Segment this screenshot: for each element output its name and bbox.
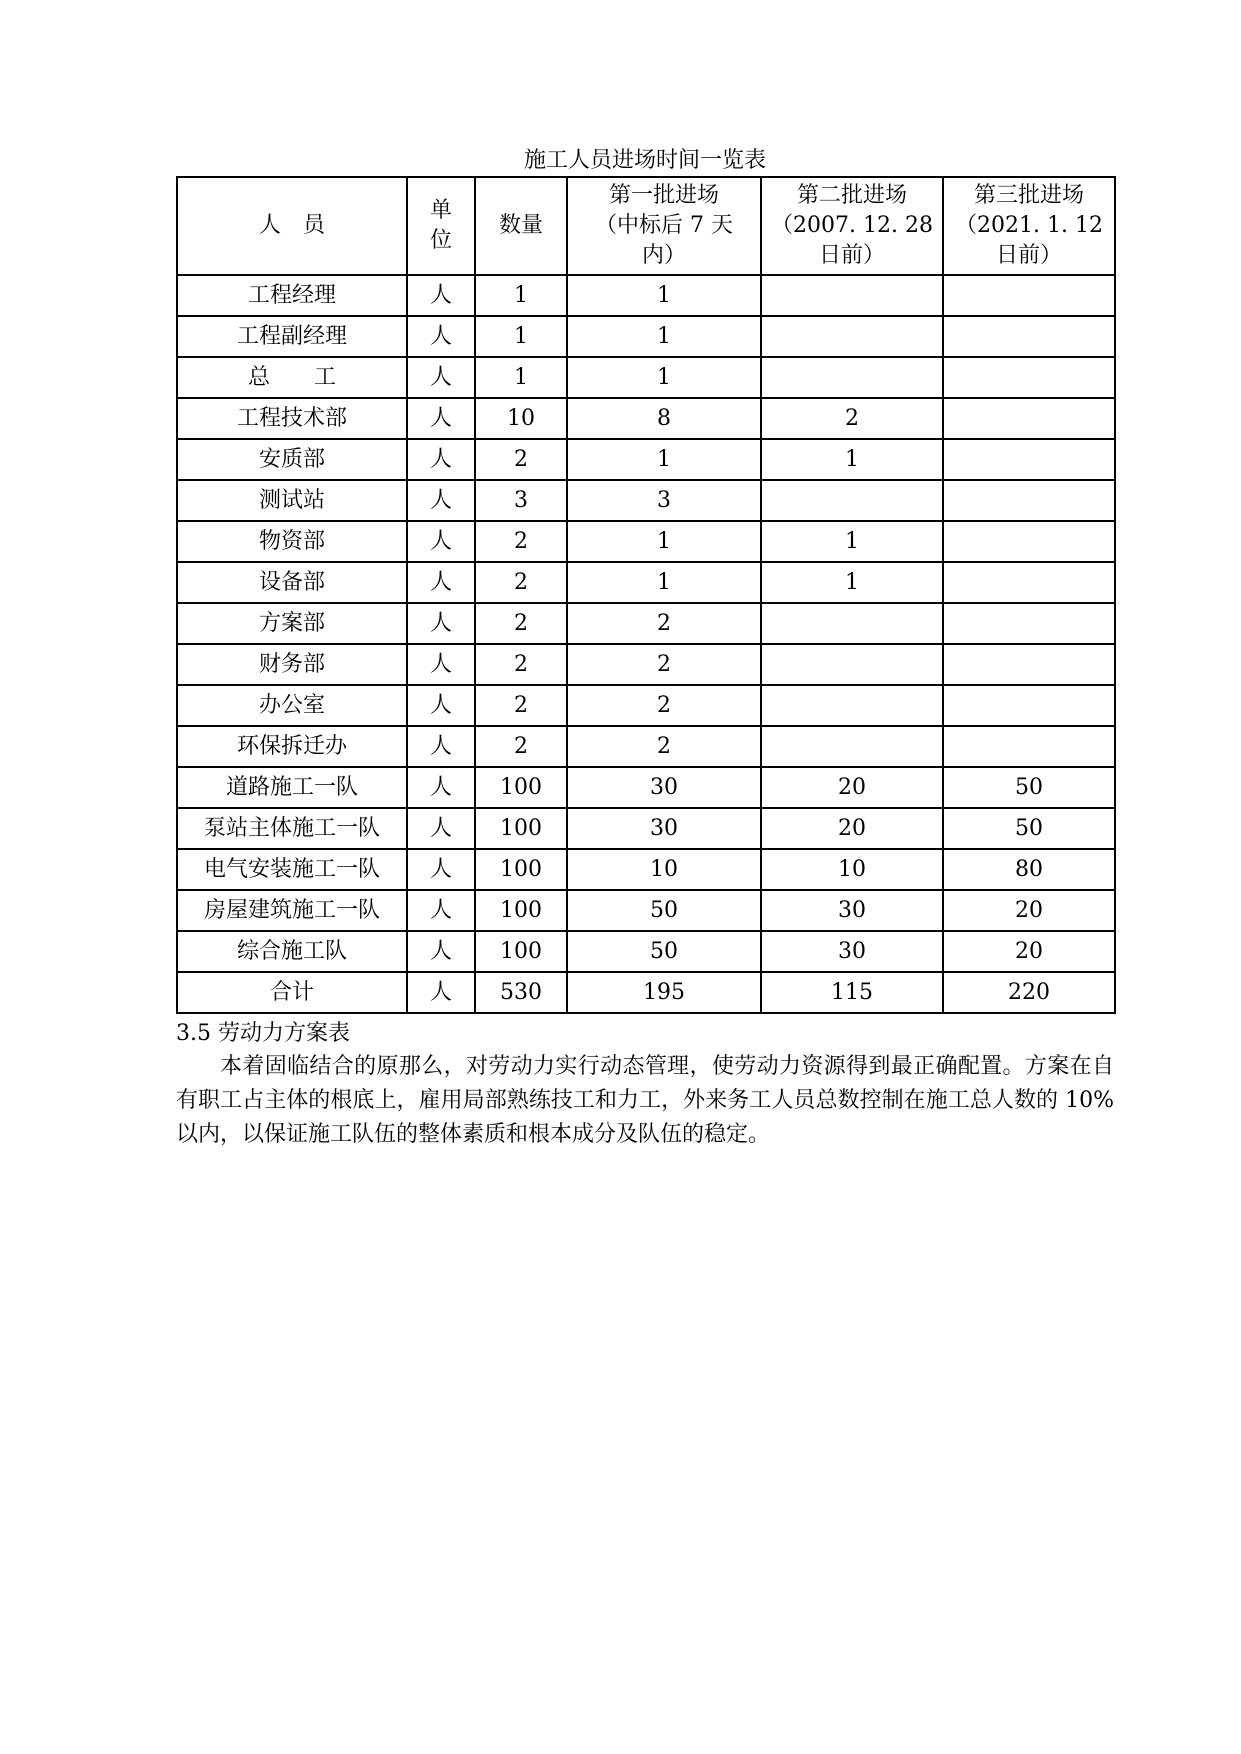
cell-batch-1: 2 — [567, 603, 761, 644]
cell-personnel: 合计 — [177, 972, 407, 1013]
cell-quantity: 530 — [475, 972, 567, 1013]
body-paragraph: 本着固临结合的原那么，对劳动力实行动态管理，使劳动力资源得到最正确配置。方案在自有职工占主体的根底上，雇用局部熟练技工和力工，外来务工人员总数控制在施工总人数的 10%以内，以保证施工队伍的整体素质和根本成分及队伍的稳定。 — [176, 1054, 1114, 1147]
cell-batch-3: 220 — [943, 972, 1115, 1013]
cell-batch-2 — [761, 726, 943, 767]
cell-batch-1: 2 — [567, 685, 761, 726]
cell-personnel: 财务部 — [177, 644, 407, 685]
table-row — [177, 316, 1115, 357]
cell-batch-1: 1 — [567, 439, 761, 480]
table-row — [177, 808, 1115, 849]
table-row — [177, 480, 1115, 521]
cell-quantity: 100 — [475, 849, 567, 890]
cell-personnel: 工程副经理 — [177, 316, 407, 357]
table-row — [177, 603, 1115, 644]
cell-unit: 人 — [407, 726, 475, 767]
cell-personnel: 房屋建筑施工一队 — [177, 890, 407, 931]
cell-batch-1: 195 — [567, 972, 761, 1013]
cell-batch-2: 2 — [761, 398, 943, 439]
cell-batch-2: 30 — [761, 931, 943, 972]
cell-quantity: 2 — [475, 726, 567, 767]
cell-unit: 人 — [407, 439, 475, 480]
cell-batch-2: 1 — [761, 562, 943, 603]
cell-batch-2 — [761, 316, 943, 357]
cell-batch-3: 20 — [943, 931, 1115, 972]
cell-quantity: 2 — [475, 521, 567, 562]
personnel-schedule-table — [176, 176, 1116, 1014]
cell-unit: 人 — [407, 972, 475, 1013]
cell-batch-2 — [761, 480, 943, 521]
cell-batch-3 — [943, 685, 1115, 726]
cell-batch-3 — [943, 439, 1115, 480]
table-body — [177, 275, 1115, 1013]
cell-personnel: 工程经理 — [177, 275, 407, 316]
cell-unit: 人 — [407, 849, 475, 890]
cell-unit: 人 — [407, 480, 475, 521]
cell-personnel: 方案部 — [177, 603, 407, 644]
cell-batch-3 — [943, 398, 1115, 439]
table-row — [177, 685, 1115, 726]
cell-quantity: 1 — [475, 357, 567, 398]
cell-unit: 人 — [407, 316, 475, 357]
table-row — [177, 562, 1115, 603]
table-row — [177, 439, 1115, 480]
cell-quantity: 100 — [475, 931, 567, 972]
cell-batch-1: 1 — [567, 562, 761, 603]
cell-unit: 人 — [407, 275, 475, 316]
table-caption: 施工人员进场时间一览表 — [523, 148, 766, 173]
cell-unit: 人 — [407, 357, 475, 398]
cell-batch-2 — [761, 685, 943, 726]
cell-unit: 人 — [407, 521, 475, 562]
cell-personnel: 设备部 — [177, 562, 407, 603]
cell-batch-2 — [761, 275, 943, 316]
table-row — [177, 398, 1115, 439]
table-row — [177, 890, 1115, 931]
cell-personnel: 泵站主体施工一队 — [177, 808, 407, 849]
cell-personnel: 办公室 — [177, 685, 407, 726]
cell-personnel: 安质部 — [177, 439, 407, 480]
cell-batch-3: 50 — [943, 767, 1115, 808]
cell-batch-3 — [943, 275, 1115, 316]
table-row — [177, 726, 1115, 767]
table-row — [177, 644, 1115, 685]
cell-batch-3 — [943, 357, 1115, 398]
cell-batch-2 — [761, 644, 943, 685]
cell-personnel: 综合施工队 — [177, 931, 407, 972]
cell-personnel: 测试站 — [177, 480, 407, 521]
cell-batch-1: 1 — [567, 275, 761, 316]
cell-batch-3: 50 — [943, 808, 1115, 849]
cell-unit: 人 — [407, 890, 475, 931]
cell-batch-1: 2 — [567, 644, 761, 685]
cell-unit: 人 — [407, 603, 475, 644]
cell-personnel: 电气安装施工一队 — [177, 849, 407, 890]
cell-personnel: 工程技术部 — [177, 398, 407, 439]
header-batch-3: 第三批进场 （2021. 1. 12 日前） — [943, 177, 1115, 275]
header-batch-2: 第二批进场 （2007. 12. 28 日前） — [761, 177, 943, 275]
header-quantity: 数量 — [475, 177, 567, 275]
cell-personnel: 总 工 — [177, 357, 407, 398]
cell-batch-3 — [943, 562, 1115, 603]
cell-personnel: 物资部 — [177, 521, 407, 562]
cell-unit: 人 — [407, 685, 475, 726]
cell-batch-1: 10 — [567, 849, 761, 890]
cell-batch-3 — [943, 726, 1115, 767]
table-header-row — [177, 177, 1115, 275]
cell-batch-1: 50 — [567, 890, 761, 931]
table-row — [177, 767, 1115, 808]
section-heading: 3.5 劳动力方案表 — [176, 1021, 350, 1046]
cell-batch-2: 30 — [761, 890, 943, 931]
cell-batch-2: 20 — [761, 808, 943, 849]
cell-batch-1: 2 — [567, 726, 761, 767]
table-row — [177, 357, 1115, 398]
cell-batch-3 — [943, 521, 1115, 562]
cell-unit: 人 — [407, 767, 475, 808]
cell-quantity: 2 — [475, 685, 567, 726]
table-row — [177, 849, 1115, 890]
cell-batch-3 — [943, 316, 1115, 357]
cell-batch-3: 20 — [943, 890, 1115, 931]
cell-unit: 人 — [407, 931, 475, 972]
cell-batch-2: 1 — [761, 521, 943, 562]
table-row — [177, 275, 1115, 316]
cell-quantity: 2 — [475, 562, 567, 603]
cell-unit: 人 — [407, 808, 475, 849]
cell-batch-1: 50 — [567, 931, 761, 972]
header-unit: 单 位 — [407, 177, 475, 275]
cell-batch-2: 10 — [761, 849, 943, 890]
cell-batch-1: 1 — [567, 316, 761, 357]
table-row — [177, 972, 1115, 1013]
cell-quantity: 1 — [475, 316, 567, 357]
cell-quantity: 2 — [475, 439, 567, 480]
cell-quantity: 100 — [475, 808, 567, 849]
cell-batch-1: 1 — [567, 521, 761, 562]
table-row — [177, 931, 1115, 972]
cell-quantity: 1 — [475, 275, 567, 316]
cell-unit: 人 — [407, 398, 475, 439]
cell-quantity: 10 — [475, 398, 567, 439]
cell-unit: 人 — [407, 644, 475, 685]
cell-quantity: 3 — [475, 480, 567, 521]
cell-quantity: 2 — [475, 644, 567, 685]
cell-personnel: 环保拆迁办 — [177, 726, 407, 767]
cell-batch-3 — [943, 480, 1115, 521]
cell-batch-1: 30 — [567, 767, 761, 808]
cell-batch-1: 30 — [567, 808, 761, 849]
cell-batch-2: 115 — [761, 972, 943, 1013]
cell-quantity: 2 — [475, 603, 567, 644]
cell-batch-1: 1 — [567, 357, 761, 398]
cell-batch-2: 20 — [761, 767, 943, 808]
cell-batch-1: 3 — [567, 480, 761, 521]
cell-personnel: 道路施工一队 — [177, 767, 407, 808]
table-row — [177, 521, 1115, 562]
cell-quantity: 100 — [475, 890, 567, 931]
cell-batch-3: 80 — [943, 849, 1115, 890]
cell-batch-1: 8 — [567, 398, 761, 439]
document-page — [176, 146, 1114, 1152]
cell-batch-2 — [761, 357, 943, 398]
cell-unit: 人 — [407, 562, 475, 603]
header-batch-1: 第一批进场 （中标后 7 天 内） — [567, 177, 761, 275]
cell-batch-2: 1 — [761, 439, 943, 480]
cell-batch-3 — [943, 603, 1115, 644]
cell-quantity: 100 — [475, 767, 567, 808]
cell-batch-2 — [761, 603, 943, 644]
header-personnel: 人 员 — [177, 177, 407, 275]
cell-batch-3 — [943, 644, 1115, 685]
